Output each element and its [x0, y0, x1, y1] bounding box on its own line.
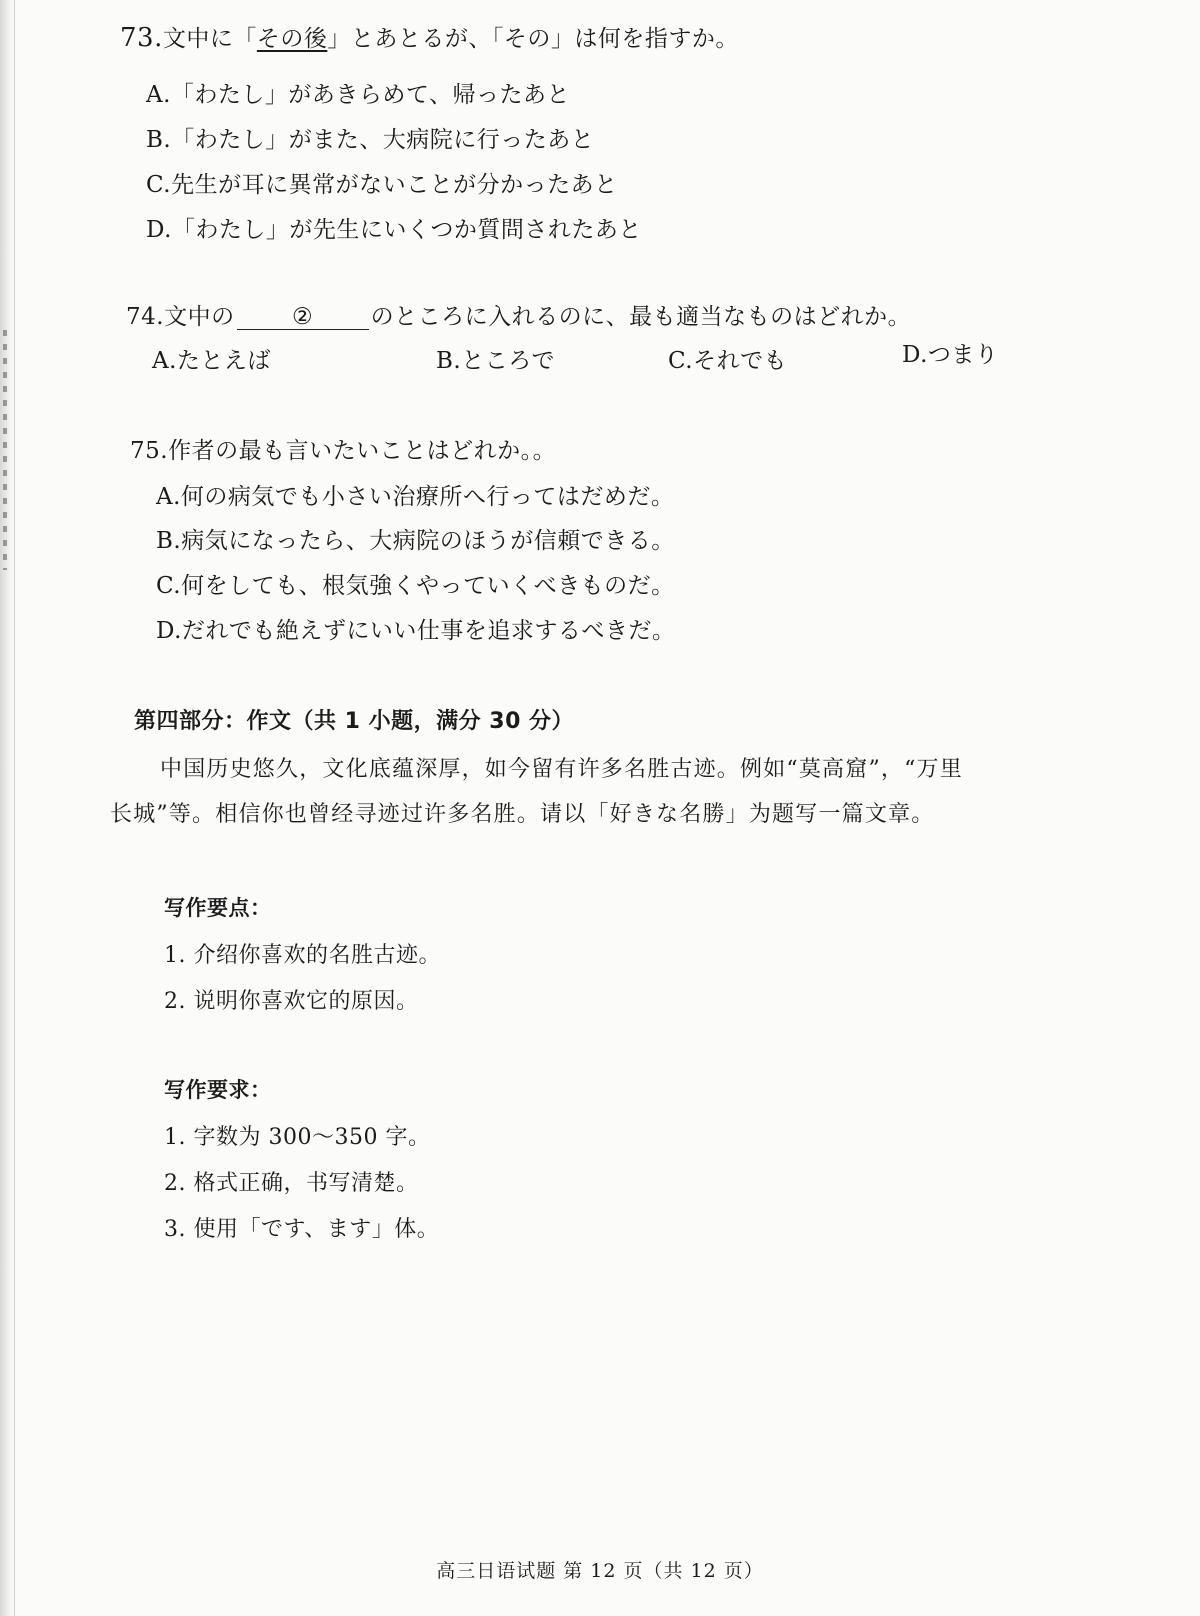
q74-stem: [126, 298, 911, 331]
q73-stem-before: 文中に「: [162, 26, 257, 52]
part4-prompt-line2: 长城”等。相信你也曾经寻迹过许多名胜。请以「好きな名勝」为题写一篇文章。: [110, 802, 935, 827]
q75-stem-text: 作者の最も言いたいことはどれか。。: [168, 438, 557, 464]
writing-points-heading: 写作要点：: [164, 896, 272, 920]
writing-point-1: 1. 介绍你喜欢的名胜古迹。: [164, 943, 441, 968]
q74-blank: ②: [237, 305, 369, 330]
q75-stem: [130, 432, 556, 465]
writing-requirement-1: 1. 字数为 300～350 字。: [164, 1125, 431, 1150]
q73-option-b: B.「わたし」がまた、大病院に行ったあと: [146, 127, 595, 153]
q74-stem-before: 文中の: [164, 304, 235, 330]
writing-point-2: 2. 说明你喜欢它的原因。: [164, 989, 419, 1014]
page-footer: 高三日语试题 第 12 页（共 12 页）: [436, 1560, 764, 1582]
q74-option-d: D.つまり: [902, 342, 999, 368]
q73-option-d: D.「わたし」が先生にいくつか質問されたあと: [146, 217, 642, 243]
q74-option-b: B.ところで: [436, 348, 555, 374]
q73-number: 73.: [120, 23, 163, 53]
writing-requirement-3: 3. 使用「です、ます」体。: [164, 1217, 440, 1242]
part4-heading: 第四部分：作文（共 1 小题，满分 30 分）: [134, 709, 575, 734]
q73-option-a: A.「わたし」があきらめて、帰ったあと: [146, 82, 570, 108]
q73-underlined-phrase: その後: [256, 26, 328, 52]
q75-option-a: A.何の病気でも小さい治療所へ行ってはだめだ。: [156, 484, 675, 510]
q73-stem: [120, 20, 739, 53]
q74-option-c: C.それでも: [668, 348, 788, 374]
q73-stem-after: 」とあとるが、「その」は何を指すか。: [327, 26, 739, 52]
writing-requirement-2: 2. 格式正确，书写清楚。: [164, 1171, 419, 1196]
q74-option-a: A.たとえば: [152, 348, 271, 374]
q75-option-d: D.だれでも絶えずにいい仕事を追求するべきだ。: [156, 618, 676, 644]
q75-option-b: B.病気になったら、大病院のほうが信頼できる。: [156, 528, 675, 554]
part4-prompt-line1: 中国历史悠久，文化底蕴深厚，如今留有许多名胜古迹。例如“莫高窟”，“万里: [160, 757, 963, 782]
q74-stem-after: のところに入れるのに、最も適当なものはどれか。: [370, 304, 912, 330]
q74-number: 74.: [126, 304, 165, 330]
writing-requirements-heading: 写作要求：: [164, 1078, 272, 1102]
q75-number: 75.: [130, 438, 169, 464]
binding-edge: [0, 0, 15, 1616]
q75-option-c: C.何をしても、根気強くやっていくべきものだ。: [156, 573, 675, 599]
q73-option-c: C.先生が耳に異常がないことが分かったあと: [146, 172, 618, 198]
